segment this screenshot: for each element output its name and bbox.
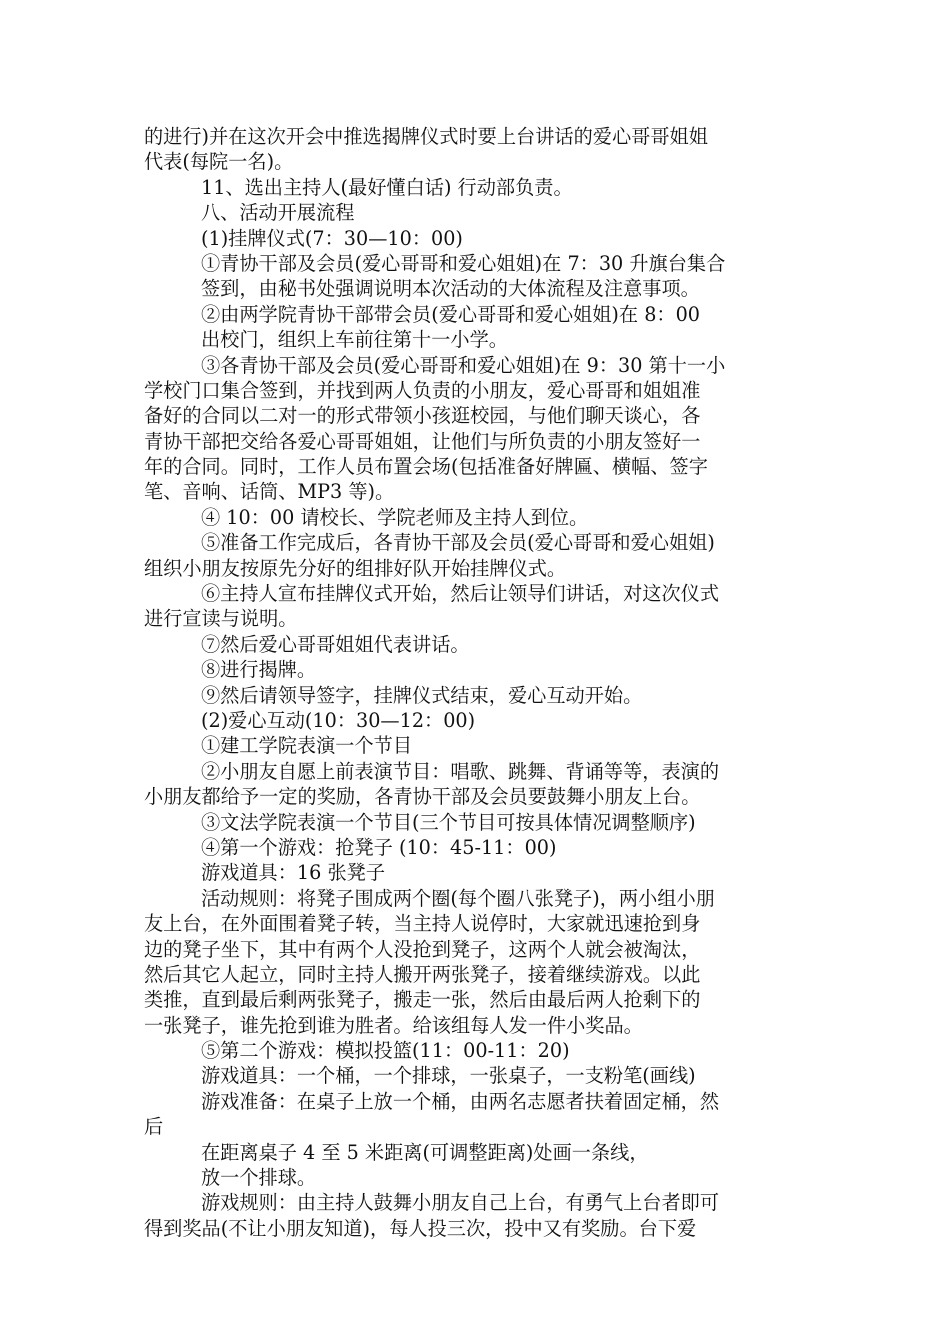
text-line: 后	[144, 1115, 164, 1139]
text-line: 小朋友都给予一定的奖励，各青协干部及会员要鼓舞小朋友上台。	[144, 785, 701, 809]
text-line: ⑤第二个游戏：模拟投篮(11：00-11：20)	[201, 1039, 570, 1063]
text-line: 活动规则：将凳子围成两个圈(每个圈八张凳子)，两小组小朋	[201, 886, 715, 910]
text-line: 边的凳子坐下，其中有两个人没抢到凳子，这两个人就会被淘汰，	[144, 937, 701, 961]
text-line: 签到，由秘书处强调说明本次活动的大体流程及注意事项。	[201, 277, 700, 301]
document-page	[144, 124, 808, 1241]
text-line: ⑥主持人宣布挂牌仪式开始，然后让领导们讲话，对这次仪式	[201, 582, 720, 606]
text-line: 友上台，在外面围着凳子转，当主持人说停时，大家就迅速抢到身	[144, 912, 701, 936]
text-line: 在距离桌子 4 至 5 米距离(可调整距离)处画一条线，	[201, 1140, 649, 1164]
text-line: 游戏道具：16 张凳子	[201, 861, 386, 885]
text-line: 游戏准备：在桌子上放一个桶，由两名志愿者扶着固定桶，然	[201, 1089, 720, 1113]
text-line: 年的合同。同时，工作人员布置会场(包括准备好牌匾、横幅、签字	[144, 455, 708, 479]
text-line: 进行宣读与说明。	[144, 607, 298, 631]
text-line: 类推，直到最后剩两张凳子，搬走一张，然后由最后两人抢剩下的	[144, 988, 701, 1012]
text-line: ③各青协干部及会员(爱心哥哥和爱心姐姐)在 9：30 第十一小	[201, 353, 726, 377]
text-line: ④第一个游戏：抢凳子 (10：45-11：00)	[201, 835, 557, 859]
text-line: 八、活动开展流程	[201, 201, 355, 225]
text-line: ①建工学院表演一个节目	[201, 734, 413, 758]
text-line: ⑧进行揭牌。	[201, 658, 317, 682]
text-line: (2)爱心互动(10：30—12：00)	[201, 708, 476, 732]
text-line: ②小朋友自愿上前表演节目：唱歌、跳舞、背诵等等，表演的	[201, 759, 720, 783]
text-line: 青协干部把交给各爱心哥哥姐姐，让他们与所负责的小朋友签好一	[144, 429, 701, 453]
text-line: ⑨然后请领导签字，挂牌仪式结束，爱心互动开始。	[201, 683, 643, 707]
text-line: 然后其它人起立，同时主持人搬开两张凳子，接着继续游戏。以此	[144, 962, 701, 986]
text-line: 游戏道具：一个桶，一个排球，一张桌子，一支粉笔(画线)	[201, 1064, 696, 1088]
text-line: ③文法学院表演一个节目(三个节目可按具体情况调整顺序)	[201, 810, 696, 834]
text-line: 组织小朋友按原先分好的组排好队开始挂牌仪式。	[144, 556, 567, 580]
text-line: 的进行)并在这次开会中推选揭牌仪式时要上台讲话的爱心哥哥姐姐	[144, 125, 708, 148]
text-line: 11、选出主持人(最好懂白话) 行动部负责。	[201, 175, 573, 199]
text-line: 得到奖品(不让小朋友知道)，每人投三次，投中又有奖励。台下爱	[144, 1216, 697, 1240]
text-line: 学校门口集合签到，并找到两人负责的小朋友，爱心哥哥和姐姐准	[144, 378, 701, 402]
text-line: 代表(每院一名)。	[144, 150, 294, 174]
text-line: ⑤准备工作完成后，各青协干部及会员(爱心哥哥和爱心姐姐)	[201, 531, 715, 555]
text-line: 笔、音响、话筒、MP3 等)。	[144, 480, 395, 504]
text-line: 备好的合同以二对一的形式带领小孩逛校园，与他们聊天谈心，各	[144, 404, 701, 428]
text-line: (1)挂牌仪式(7：30—10：00)	[201, 226, 463, 250]
text-line: ①青协干部及会员(爱心哥哥和爱心姐姐)在 7：30 升旗台集合	[201, 251, 726, 275]
text-line: 出校门，组织上车前往第十一小学。	[201, 328, 508, 352]
text-line: 放一个排球。	[201, 1166, 317, 1190]
text-line: 一张凳子，谁先抢到谁为胜者。给该组每人发一件小奖品。	[144, 1013, 643, 1037]
text-line: ⑦然后爱心哥哥姐姐代表讲话。	[201, 632, 470, 656]
text-line: ④ 10：00 请校长、学院老师及主持人到位。	[201, 505, 589, 529]
text-line: ②由两学院青协干部带会员(爱心哥哥和爱心姐姐)在 8：00	[201, 302, 701, 326]
text-line: 游戏规则：由主持人鼓舞小朋友自己上台，有勇气上台者即可	[201, 1191, 720, 1215]
